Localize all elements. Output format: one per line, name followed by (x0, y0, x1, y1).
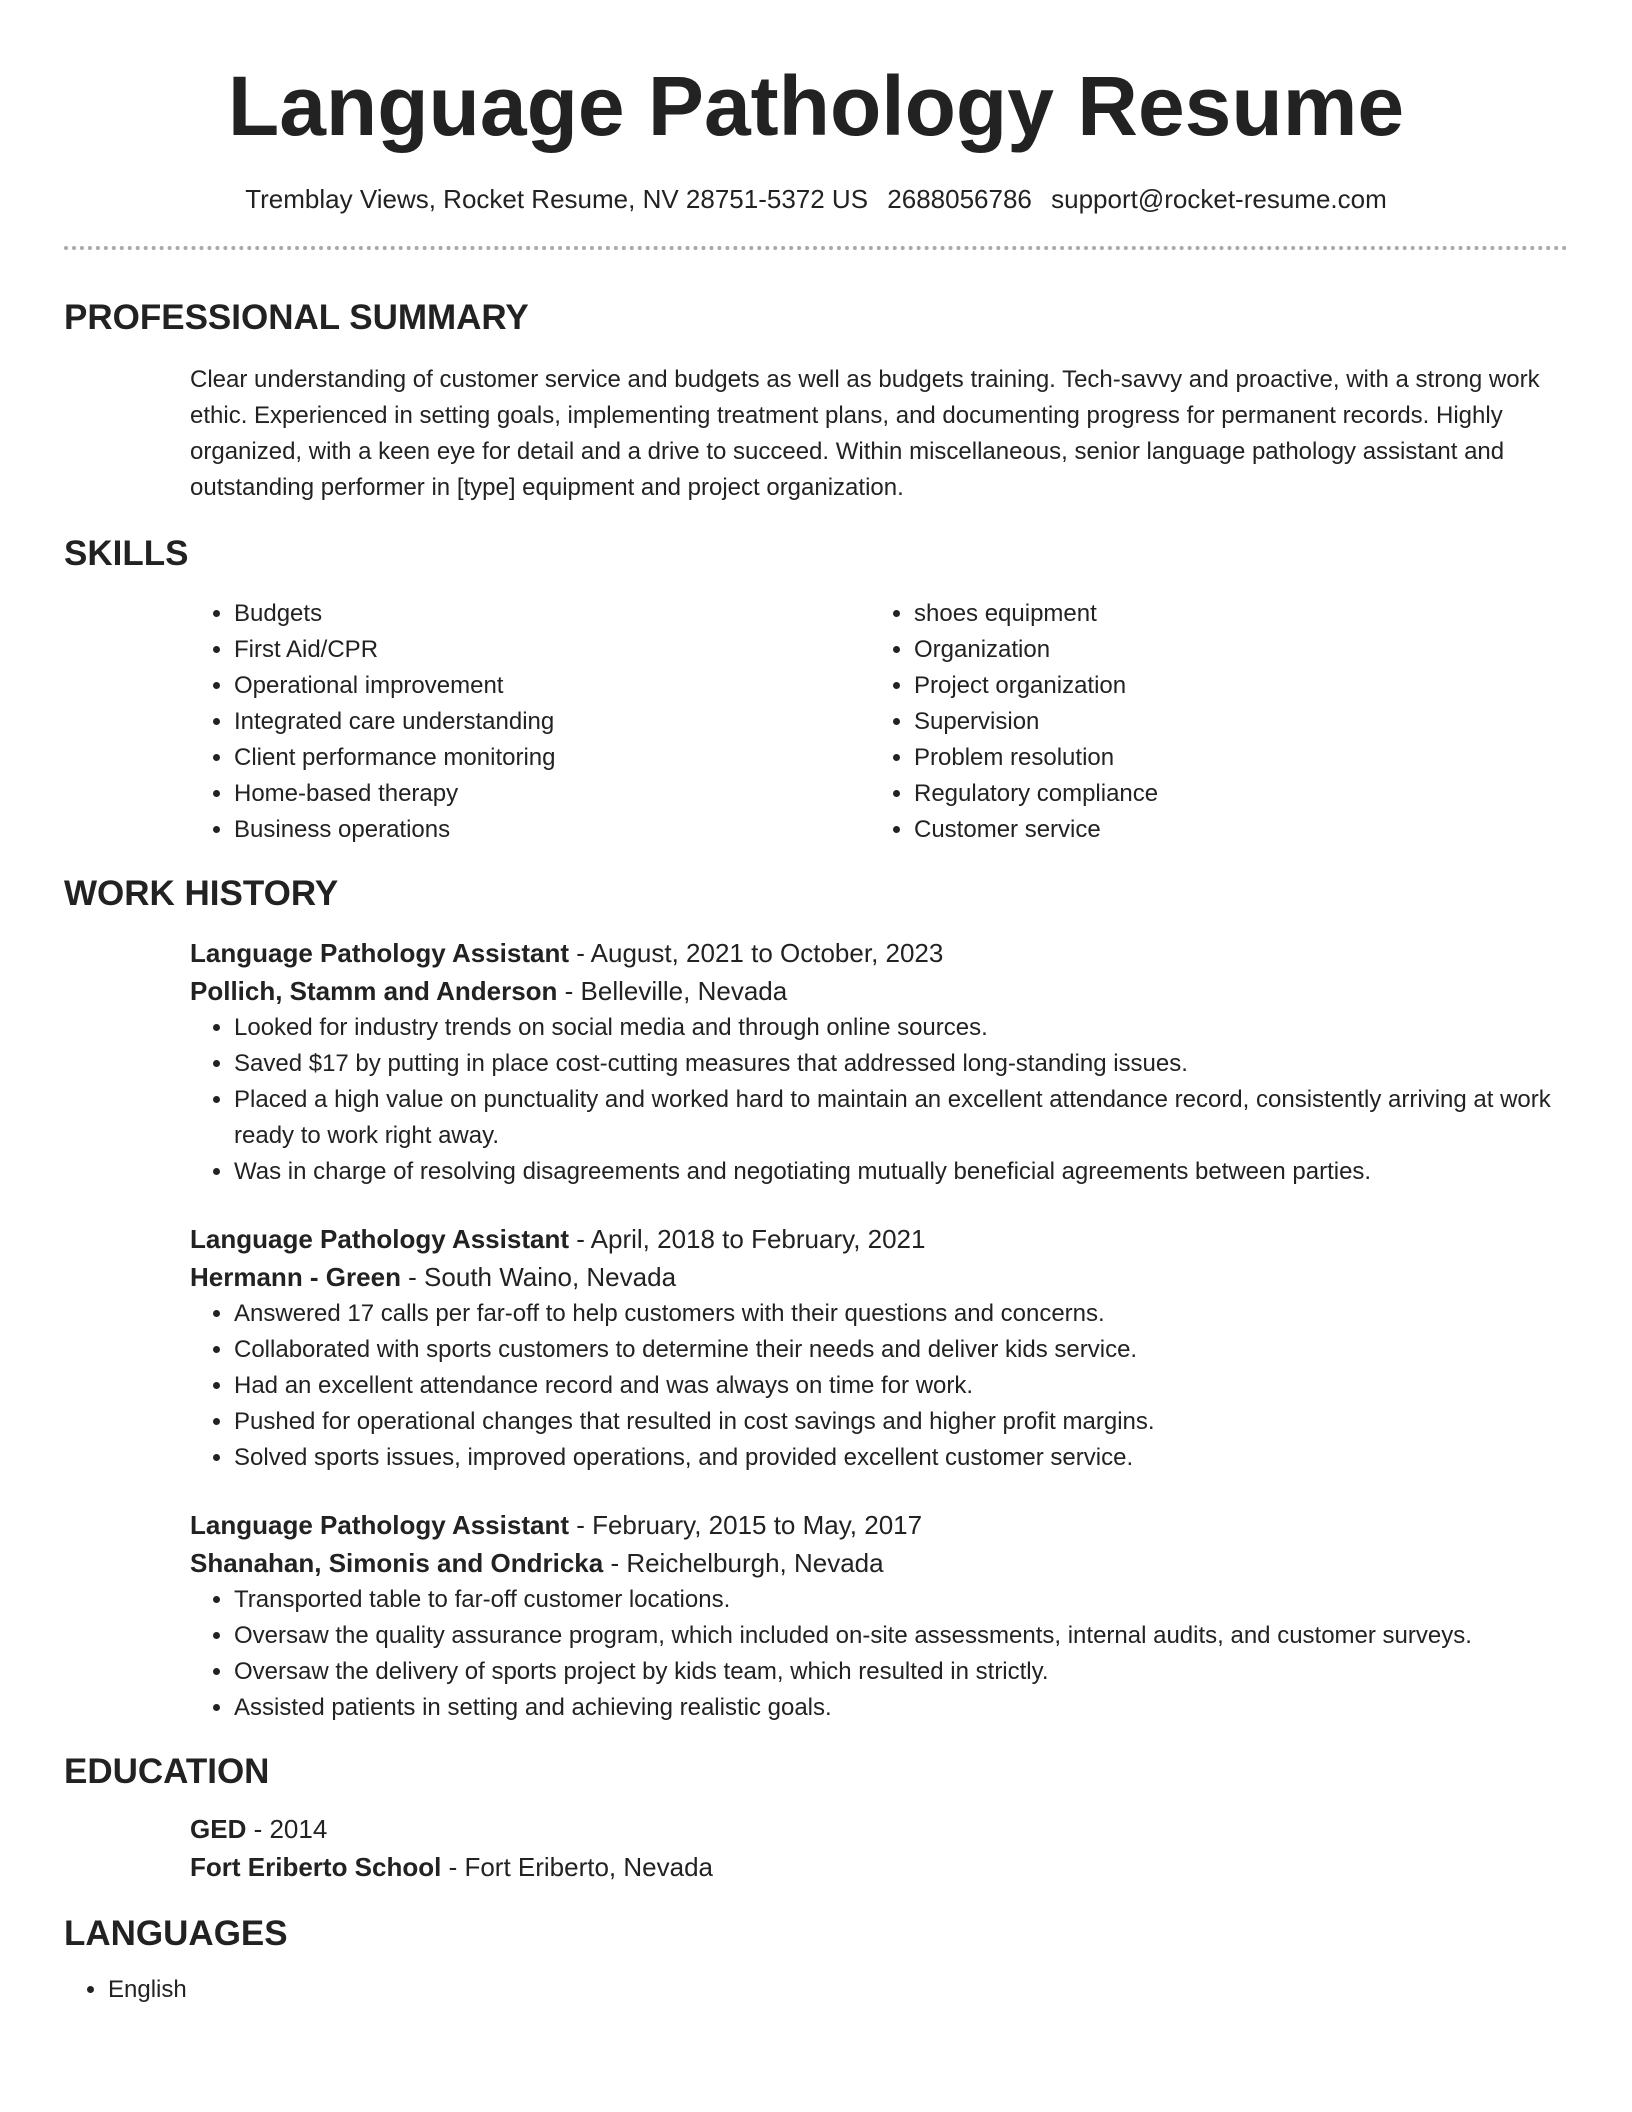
skills-section (64, 532, 1568, 848)
job-company: Hermann - Green (190, 1262, 401, 1292)
summary-section (64, 296, 1568, 506)
job-bullet: • Answered 17 calls per far-off to help customers with their questions and concerns. (234, 1296, 1574, 1332)
job-title: Language Pathology Assistant (190, 1224, 569, 1254)
skill-item: • First Aid/CPR (234, 632, 870, 668)
job-bullet: • Saved $17 by putting in place cost-cutting measures that addressed long-standing issues. (234, 1046, 1574, 1082)
job-title: Language Pathology Assistant (190, 938, 569, 968)
skills-heading: SKILLS (64, 534, 189, 573)
education-year: - 2014 (246, 1814, 328, 1844)
job-title: Language Pathology Assistant (190, 1510, 569, 1540)
job-bullet: • Had an excellent attendance record and was always on time for work. (234, 1368, 1574, 1404)
skills-list-right (870, 596, 1550, 848)
job-title-line (190, 1506, 1568, 1544)
job-entry (190, 934, 1568, 1190)
contact-email: support@rocket-resume.com (1051, 184, 1387, 214)
job-location: - Reichelburgh, Nevada (603, 1548, 884, 1578)
job-bullets (190, 1010, 1568, 1190)
languages-section (64, 1912, 1568, 2008)
contact-phone: 2688056786 (887, 184, 1032, 214)
job-dates: - August, 2021 to October, 2023 (568, 938, 944, 968)
job-company-line (190, 972, 1568, 1010)
education-school: Fort Eriberto School (190, 1852, 442, 1882)
skill-item: • Business operations (234, 812, 870, 848)
job-entry (190, 1506, 1568, 1726)
job-entry (190, 1220, 1568, 1476)
job-bullet: • Assisted patients in setting and achieving realistic goals. (234, 1690, 1574, 1726)
job-bullet: • Collaborated with sports customers to determine their needs and deliver kids service. (234, 1332, 1574, 1368)
summary-heading: PROFESSIONAL SUMMARY (64, 298, 529, 337)
job-company: Pollich, Stamm and Anderson (190, 976, 558, 1006)
skill-item: • Supervision (914, 704, 1550, 740)
job-dates: - February, 2015 to May, 2017 (568, 1510, 923, 1540)
skill-item: • Operational improvement (234, 668, 870, 704)
job-bullet: • Was in charge of resolving disagreements and negotiating mutually beneficial agreements between parties. (234, 1154, 1574, 1190)
work-history-section (64, 872, 1568, 1726)
skills-list-left (190, 596, 870, 848)
work-history-heading: WORK HISTORY (64, 874, 339, 913)
header-divider (64, 246, 1568, 250)
education-heading: EDUCATION (64, 1752, 270, 1791)
job-bullet: • Pushed for operational changes that resulted in cost savings and higher profit margins. (234, 1404, 1574, 1440)
contact-address: Tremblay Views, Rocket Resume, NV 28751-5372 US (245, 184, 869, 214)
job-company: Shanahan, Simonis and Ondricka (190, 1548, 604, 1578)
job-dates: - April, 2018 to February, 2021 (568, 1224, 926, 1254)
skill-item: • Budgets (234, 596, 870, 632)
job-bullets (190, 1296, 1568, 1476)
contact-line (64, 182, 1568, 216)
job-location: - South Waino, Nevada (400, 1262, 677, 1292)
skill-item: • Home-based therapy (234, 776, 870, 812)
languages-heading: LANGUAGES (64, 1914, 288, 1953)
job-company-line (190, 1258, 1568, 1296)
education-school-line (190, 1848, 1568, 1886)
job-bullet: • Oversaw the delivery of sports project by kids team, which resulted in strictly. (234, 1654, 1574, 1690)
education-degree-line (190, 1810, 1568, 1848)
skill-item: • Client performance monitoring (234, 740, 870, 776)
job-bullets (190, 1582, 1568, 1726)
education-section (64, 1750, 1568, 1886)
skills-columns (190, 596, 1568, 848)
skill-item: • Customer service (914, 812, 1550, 848)
skill-item: • Organization (914, 632, 1550, 668)
resume-title: Language Pathology Resume (227, 59, 1405, 153)
job-bullet: • Transported table to far-off customer locations. (234, 1582, 1574, 1618)
skill-item: • Project organization (914, 668, 1550, 704)
job-bullet: • Placed a high value on punctuality and worked hard to maintain an excellent attendance record, consistently arriving at work ready to work right away. (234, 1082, 1574, 1154)
job-bullet: • Oversaw the quality assurance program, which included on-site assessments, internal audits, and customer surveys. (234, 1618, 1574, 1654)
job-company-line (190, 1544, 1568, 1582)
education-degree: GED (190, 1814, 247, 1844)
skills-column-left (190, 596, 870, 848)
skill-item: • shoes equipment (914, 596, 1550, 632)
summary-text: Clear understanding of customer service and budgets as well as budgets training. Tech-savvy and proactive, with a strong work ethic. Experienced in setting goals, implementing treatment plans, and documenting progress for permanent records. Highly organized, with a keen eye for detail and a drive to succeed. Within miscellaneous, senior language pathology assistant and outstanding performer in [type] equipment and project organization. (190, 366, 1540, 501)
skill-item: • Regulatory compliance (914, 776, 1550, 812)
skill-item: • Integrated care understanding (234, 704, 870, 740)
skill-item: • Problem resolution (914, 740, 1550, 776)
job-bullet: • Looked for industry trends on social media and through online sources. (234, 1010, 1574, 1046)
education-entry (190, 1810, 1568, 1886)
job-bullet: • Solved sports issues, improved operations, and provided excellent customer service. (234, 1440, 1574, 1476)
job-location: - Belleville, Nevada (557, 976, 788, 1006)
job-title-line (190, 1220, 1568, 1258)
language-item: • English (108, 1972, 1568, 2008)
resume-page (64, 0, 1568, 2008)
job-title-line (190, 934, 1568, 972)
skills-column-right (870, 596, 1550, 848)
education-location: - Fort Eriberto, Nevada (441, 1852, 713, 1882)
languages-list (64, 1972, 1568, 2008)
